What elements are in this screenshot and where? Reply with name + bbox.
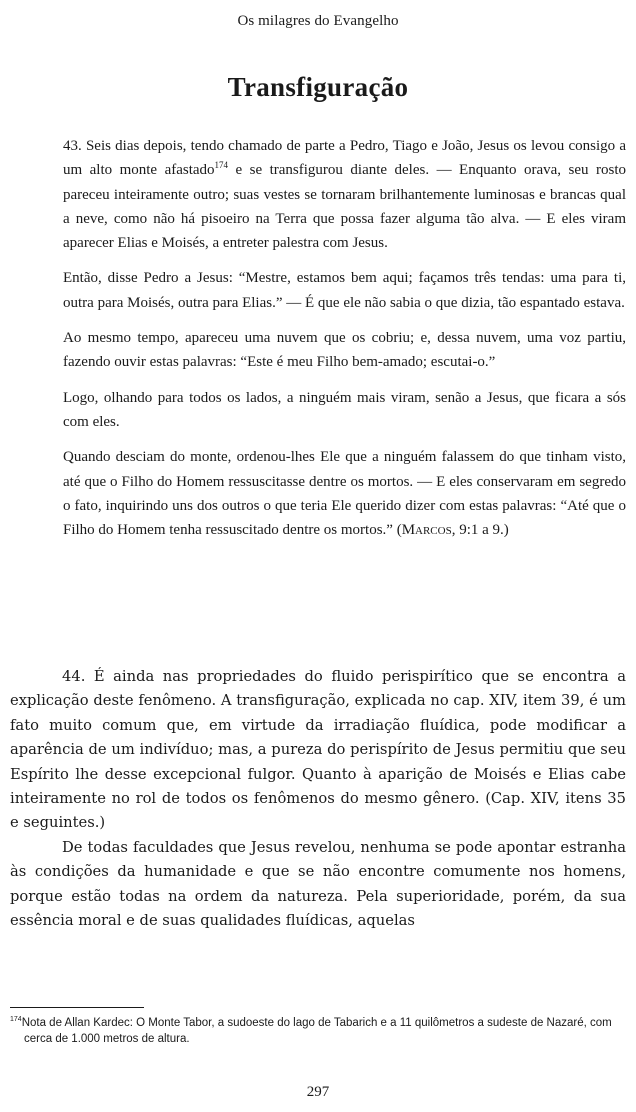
- quote-paragraph-5: [63, 445, 626, 542]
- quote-paragraph-3: Ao mesmo tempo, apareceu uma nuvem que os cobriu; e, dessa nuvem, uma voz partiu, fazendo ouvir estas palavras: “Este é meu Filho bem-amado; escutai-o.”: [63, 330, 626, 371]
- commentary-paragraph-next: De todas faculdades que Jesus revelou, nenhuma se pode apontar estranha às condições da humanidade e que se não encontre comumente nos homens, porque estão todas na ordem da natureza. Pela superioridade, porém, da sua essência moral e de suas qualidades fluídicas, aquelas: [10, 838, 626, 930]
- commentary-block: [10, 665, 626, 933]
- footnote-divider: [10, 1007, 144, 1008]
- quote-paragraph-5-text: Quando desciam do monte, ordenou-lhes Ele que a ninguém falassem do que tinham visto, até que o Filho do Homem ressuscitasse dentre os mortos. — E eles conservaram em segredo o fato, inquirindo uns dos outros o que teria Ele querido dizer com estas palavras: “Até que o Filho do Homem tenha ressuscitado dentre os mortos.” (: [63, 449, 626, 539]
- footnote-reference[interactable]: 174: [214, 160, 229, 171]
- running-header: Os milagres do Evangelho: [237, 13, 399, 29]
- commentary-paragraph-44: 44. É ainda nas propriedades do fluido perispirítico que se encontra a explicação deste fenômeno. A transfiguração, explicada no cap. XIV, item 39, é um fato muito comum que, em virtude da irradiação fluídica, pode modificar a aparência de um indivíduo; mas, a pureza do perispírito de Jesus permitiu que seu Espírito lhe desse excepcional fulgor. Quanto à aparição de Moisés e Elias cabe inteiramente no rol de todos os fenômenos do mesmo gênero. (Cap. XIV, itens 35 e seguintes.): [10, 668, 626, 832]
- footnote-mark: 174: [10, 1016, 22, 1024]
- gospel-quote-block: [63, 134, 626, 553]
- quote-paragraph-1: [63, 134, 626, 255]
- chapter-title: Transfiguração: [227, 72, 409, 102]
- quote-paragraph-1-end: e se transfigurou diante deles. — Enquanto orava, seu rosto pareceu inteiramente outro; suas vestes se tornaram brilhantemente luminosas e brancas qual a neve, como não há pisoeiro na Terra que possa fazer alguma tão alva. — E eles viram aparecer Elias e Moisés, a entreter palestra com Jesus.: [63, 162, 626, 252]
- quote-paragraph-4: Logo, olhando para todos os lados, a ninguém mais viram, senão a Jesus, que ficara a sós com eles.: [63, 389, 626, 430]
- footnote: [10, 1015, 626, 1047]
- page-number: 297: [306, 1084, 330, 1100]
- quote-paragraph-2: Então, disse Pedro a Jesus: “Mestre, estamos bem aqui; façamos três tendas: uma para ti, outra para Moisés, outra para Elias.” — É que ele não sabia o que dizia, tão espantado estava.: [63, 270, 626, 311]
- footnote-text: Nota de Allan Kardec: O Monte Tabor, a sudoeste do lago de Tabarich e a 11 quilômetros a sudeste de Nazaré, com cerca de 1.000 metros de altura.: [21, 1017, 612, 1045]
- quote-source-reference: , 9:1 a 9.): [451, 522, 509, 539]
- quote-source-name: Marcos: [401, 522, 452, 539]
- quote-paragraph-1-start: 43. Seis dias depois, tendo chamado de parte a Pedro, Tiago e João, Jesus os levou consigo a um alto monte afastado: [63, 138, 626, 179]
